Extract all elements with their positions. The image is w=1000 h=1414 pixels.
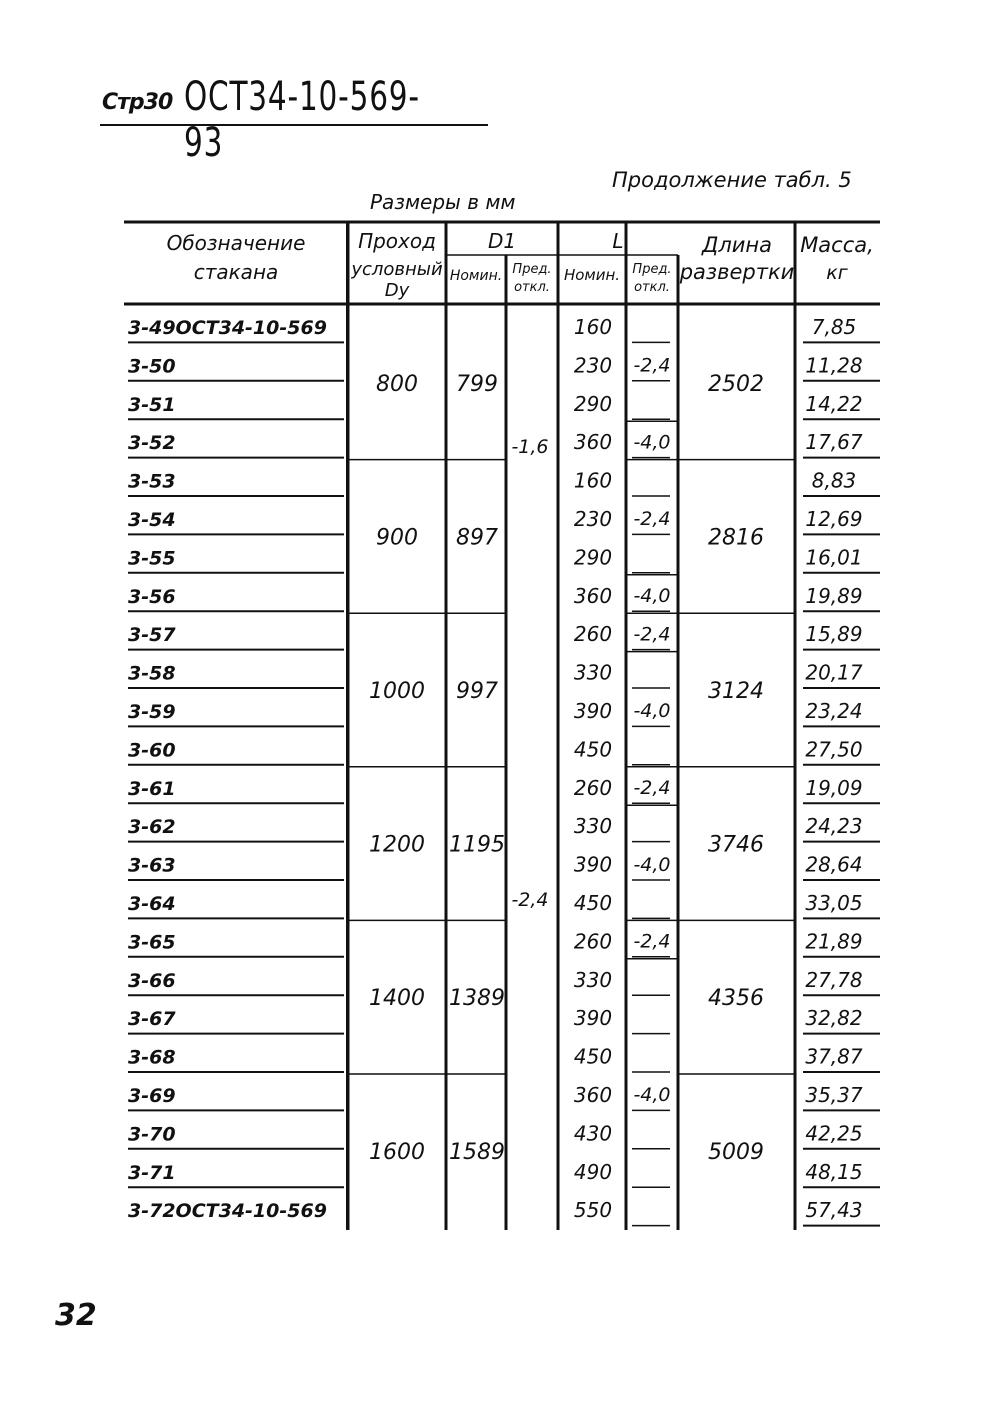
page-label: Стр30	[102, 90, 173, 115]
l-tolerance: -2,4	[633, 777, 671, 799]
d1-tolerance: -2,4	[511, 889, 549, 911]
header-tolerance: Пред.	[512, 262, 552, 277]
row-mass: 15,89	[805, 622, 863, 647]
row-designation: 3-51	[128, 393, 176, 416]
group-d1: 1195	[449, 832, 505, 858]
group-dy: 1400	[369, 986, 425, 1012]
row-mass: 14,22	[805, 391, 863, 416]
row-l-nominal: 290	[573, 545, 613, 570]
row-l-nominal: 450	[573, 891, 613, 915]
row-designation: 3-72ОСТ34-10-569	[128, 1200, 327, 1223]
l-tolerance: -2,4	[633, 930, 671, 953]
row-mass: 23,24	[805, 699, 863, 723]
row-mass: 7,85	[811, 315, 857, 339]
row-designation: 3-53	[128, 470, 176, 493]
row-l-nominal: 260	[573, 775, 613, 800]
row-l-nominal: 260	[573, 929, 613, 954]
row-designation: 3-69	[128, 1085, 176, 1107]
row-mass: 42,25	[805, 1121, 863, 1146]
document-number: ОСТ34-10-569-93	[184, 74, 420, 166]
row-l-nominal: 360	[573, 583, 613, 608]
row-designation: 3-67	[128, 1008, 176, 1031]
group-length: 4356	[708, 986, 764, 1012]
header-l: L	[612, 229, 624, 253]
row-l-nominal: 450	[573, 1044, 613, 1069]
row-mass: 24,23	[805, 814, 863, 839]
row-mass: 19,89	[805, 583, 863, 608]
row-l-nominal: 430	[573, 1121, 613, 1146]
header-nominal: Номин.	[449, 268, 503, 284]
group-d1: 997	[456, 679, 498, 704]
row-mass: 48,15	[805, 1159, 863, 1184]
row-l-nominal: 490	[573, 1159, 613, 1184]
header-designation: стакана	[193, 260, 279, 284]
d1-tolerance: -1,6	[511, 436, 549, 459]
row-l-nominal: 550	[573, 1198, 613, 1223]
row-l-nominal: 260	[573, 622, 613, 647]
group-length: 2502	[708, 371, 764, 397]
row-mass: 28,64	[805, 852, 863, 877]
row-mass: 37,87	[805, 1044, 863, 1069]
group-dy: 900	[376, 525, 418, 551]
row-designation: 3-61	[128, 777, 176, 800]
group-length: 3746	[708, 832, 764, 858]
l-tolerance: -4,0	[633, 431, 671, 454]
row-designation: 3-60	[128, 739, 176, 762]
row-mass: 32,82	[805, 1006, 863, 1031]
row-l-nominal: 450	[573, 737, 613, 762]
group-d1: 897	[456, 525, 498, 551]
l-tolerance: -4,0	[633, 1084, 671, 1107]
header-passage: Dy	[384, 280, 410, 301]
row-designation: 3-52	[128, 432, 176, 455]
header-length: развертки	[679, 260, 795, 284]
group-d1: 1389	[449, 986, 505, 1012]
header-length: Длина	[701, 233, 773, 257]
row-l-nominal: 160	[573, 315, 613, 339]
header-d1: D1	[487, 229, 517, 253]
row-l-nominal: 390	[573, 1006, 613, 1031]
row-l-nominal: 230	[573, 353, 613, 378]
header-tolerance: откл.	[514, 280, 550, 295]
row-designation: 3-54	[128, 509, 176, 531]
table-grid	[124, 222, 880, 1230]
group-dy: 800	[376, 371, 418, 397]
row-designation: 3-57	[128, 624, 176, 647]
header-nominal: Номин.	[563, 266, 621, 284]
row-l-nominal: 390	[573, 699, 613, 723]
row-designation: 3-59	[128, 701, 176, 723]
row-designation: 3-64	[128, 893, 176, 915]
row-l-nominal: 230	[573, 507, 613, 531]
row-mass: 20,17	[805, 660, 863, 685]
row-designation: 3-65	[128, 931, 176, 954]
l-tolerance: -2,4	[633, 508, 671, 531]
row-designation: 3-56	[128, 585, 176, 608]
row-mass: 11,28	[805, 353, 863, 378]
header-passage: Проход	[358, 229, 436, 253]
l-tolerance: -2,4	[633, 623, 671, 646]
row-l-nominal: 330	[573, 814, 613, 839]
row-mass: 27,78	[805, 967, 863, 992]
page-number: 32	[55, 1298, 97, 1333]
row-designation: 3-71	[128, 1161, 176, 1184]
group-length: 2816	[708, 525, 764, 551]
row-mass: 19,09	[805, 775, 863, 800]
row-l-nominal: 290	[573, 391, 613, 416]
row-mass: 17,67	[805, 430, 863, 455]
l-tolerance: -4,0	[633, 585, 671, 607]
row-mass: 8,83	[811, 468, 857, 493]
row-designation: 3-66	[128, 969, 176, 992]
row-mass: 57,43	[805, 1198, 863, 1223]
row-mass: 35,37	[805, 1083, 863, 1107]
row-l-nominal: 390	[573, 852, 613, 877]
header-tolerance: откл.	[634, 280, 670, 295]
row-l-nominal: 360	[573, 430, 613, 455]
header-mass: Масса,	[800, 233, 874, 257]
row-mass: 33,05	[805, 891, 863, 915]
l-tolerance: -4,0	[633, 700, 671, 723]
group-length: 3124	[708, 679, 764, 704]
units-note: Размеры в мм	[370, 190, 516, 214]
l-tolerance: -4,0	[633, 853, 671, 876]
header-mass: кг	[826, 262, 848, 284]
row-designation: 3-63	[128, 854, 176, 877]
group-d1: 1589	[449, 1139, 505, 1165]
row-mass: 16,01	[805, 545, 863, 570]
row-l-nominal: 360	[573, 1083, 613, 1107]
row-designation: 3-68	[128, 1046, 176, 1069]
group-d1: 799	[456, 371, 498, 397]
row-l-nominal: 330	[573, 660, 613, 685]
row-mass: 27,50	[805, 737, 863, 762]
row-designation: 3-70	[128, 1123, 176, 1146]
row-designation: 3-58	[128, 662, 176, 685]
group-dy: 1200	[369, 832, 425, 858]
row-mass: 12,69	[805, 507, 863, 531]
row-designation: 3-50	[128, 355, 176, 378]
header-tolerance: Пред.	[632, 262, 672, 277]
group-dy: 1600	[369, 1139, 425, 1165]
row-mass: 21,89	[805, 929, 863, 954]
row-designation: 3-62	[128, 816, 176, 839]
row-l-nominal: 160	[573, 468, 613, 493]
group-length: 5009	[708, 1139, 764, 1165]
group-dy: 1000	[369, 679, 425, 704]
table-continuation-note: Продолжение табл. 5	[612, 168, 852, 192]
row-designation: 3-49ОСТ34-10-569	[128, 317, 327, 339]
row-designation: 3-55	[128, 547, 176, 570]
l-tolerance: -2,4	[633, 354, 671, 377]
header-designation: Обозначение	[166, 231, 306, 255]
row-l-nominal: 330	[573, 967, 613, 992]
header-passage: условный	[351, 259, 443, 280]
